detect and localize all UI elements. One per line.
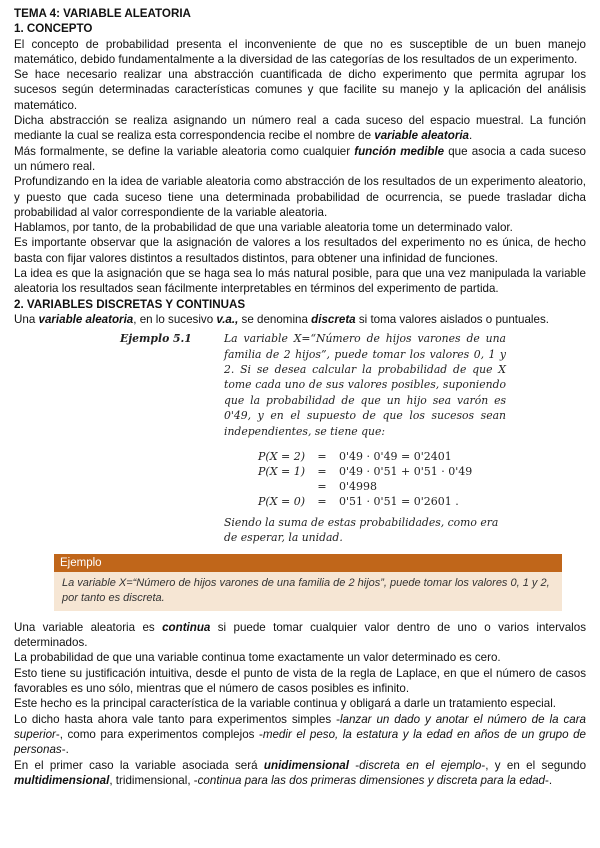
paragraph: El concepto de probabilidad presenta el inconveniente de que no es susceptible de un buen manejo matemático, debido fundamentalmente a la diversidad de las categorías de los resultados de un experimento.	[14, 37, 586, 66]
equation-rhs: 0'4998	[339, 480, 378, 494]
equation-row	[254, 494, 476, 509]
equation-lhs: P(X = 2)	[258, 450, 306, 464]
text-run: -, y en el segundo	[481, 758, 587, 772]
emphasis-term: discreta	[311, 312, 356, 326]
text-run: Una variable aleatoria es	[14, 620, 163, 634]
paragraph	[14, 144, 586, 175]
example-body: La variable X=“Número de hijos varones de una familia de 2 hijos”, puede tomar los valores 0, 1 y 2. Si se desea calcular la probabilidad de que X tome cada uno de sus valores posibles, suponiendo que la probabilidad de que un hijo sea varón es 0'49, y en el supuesto de que los sucesos sean independientes, se tiene que:	[224, 332, 506, 438]
equation-row	[254, 479, 476, 494]
text-run: que asocia a cada suceso un número real.	[14, 144, 586, 173]
equation-sign: =	[317, 450, 327, 464]
equation-rhs: 0'49 · 0'51 + 0'51 · 0'49	[339, 465, 473, 479]
paragraph: Profundizando en la idea de variable aleatoria como abstracción de los resultados de un experimento aleatorio, y puesto que cada suceso tiene una determinada probabilidad de ocurrencia, se puede trasladar dicha probabilidad al valor correspondiente de la variable aleatoria.	[14, 175, 586, 219]
equation-rhs: 0'51 · 0'51 = 0'2601 .	[339, 495, 459, 509]
example-box-title: Ejemplo	[54, 554, 562, 572]
paragraph	[14, 113, 586, 144]
text-run: Más formalmente, se define la variable aleatoria como cualquier	[14, 144, 355, 158]
text-run: si toma valores aislados o puntuales.	[355, 312, 549, 326]
text-run: Una	[14, 312, 39, 326]
text-run: -, como para experimentos complejos -	[55, 727, 263, 741]
emphasis-term: v.a.,	[216, 312, 239, 326]
equation-lhs: P(X = 0)	[258, 495, 306, 509]
equation-lhs: P(X = 1)	[258, 465, 306, 479]
example-5-1	[120, 331, 506, 546]
italic-run: continua para las dos primeras dimensiones y discreta para la edad	[197, 773, 545, 787]
text-run: si puede tomar cualquier valor dentro de uno o varios intervalos determinados.	[14, 620, 586, 650]
text-run: Dicha abstracción se realiza asignando un número real a cada suceso del espacio muestral. La función mediante la cual se realiza esta correspondencia recibe el nombre de	[14, 114, 586, 143]
equation-row	[254, 449, 476, 464]
equation-lhs	[254, 479, 309, 494]
emphasis-term: variable aleatoria	[38, 312, 134, 326]
emphasis-term: función medible	[354, 144, 445, 158]
paragraph: Este hecho es la principal característica de la variable continua y obligará a darle un tratamiento especial.	[14, 697, 556, 711]
paragraph: La idea es que la asignación que se haga sea lo más natural posible, para que una vez manipulada la variable aleatoria los resultados sean fácilmente interpretables en términos del experimento de partida.	[14, 267, 586, 296]
spacer	[14, 611, 586, 620]
equation-rhs: 0'49 · 0'49 = 0'2401	[339, 450, 452, 464]
text-run: Lo dicho hasta ahora vale tanto para experimentos simples -	[14, 712, 340, 726]
italic-run: lanzar un dado y anotar el número de la cara superior	[14, 712, 586, 741]
equation-sign: =	[317, 465, 327, 479]
example-box	[54, 554, 562, 611]
paragraph	[14, 758, 586, 789]
paragraph: Es importante observar que la asignación de valores a los resultados del experimento no es única, de hecho basta con fijar valores distintos a resultados distintos, para obtener una infinidad de funciones.	[14, 236, 586, 265]
text-run: se denomina	[238, 312, 312, 326]
example-box-body: La variable X=“Número de hijos varones de una familia de 2 hijos”, puede tomar los valores 0, 1 y 2, por tanto es discreta.	[54, 572, 562, 611]
document-page	[14, 6, 586, 788]
emphasis-term: multidimensional	[14, 773, 110, 787]
probability-equations	[254, 449, 506, 509]
example-conclusion: Siendo la suma de estas probabilidades, como era de esperar, la unidad.	[224, 516, 499, 545]
paragraph	[14, 712, 586, 758]
text-run: , en lo sucesivo	[133, 312, 217, 326]
text-run: En el primer caso la variable asociada será	[14, 758, 264, 772]
text-run: -.	[545, 773, 553, 787]
text-run: , tridimensional, -	[109, 773, 198, 787]
equation-sign: =	[317, 495, 327, 509]
equation-sign: =	[317, 480, 327, 494]
text-run: -.	[61, 743, 69, 757]
paragraph: Se hace necesario realizar una abstracción cuantificada de dicho experimento que permita agrupar los sucesos según determinadas características comunes y que facilite su manejo y la aplicación del análisis matemático.	[14, 68, 586, 112]
equation-row	[254, 464, 476, 479]
section-heading-variables: 2. VARIABLES DISCRETAS Y CONTINUAS	[14, 297, 246, 311]
paragraph	[14, 620, 586, 651]
text-run: -	[348, 758, 360, 772]
paragraph	[14, 312, 586, 327]
text-run: .	[469, 129, 473, 143]
paragraph: Hablamos, por tanto, de la probabilidad de que una variable aleatoria tome un determinado valor.	[14, 221, 513, 235]
italic-run: medir el peso, la estatura y la edad en años de un grupo de personas	[14, 727, 586, 757]
page-title: TEMA 4: VARIABLE ALEATORIA	[14, 7, 191, 20]
section-heading-concepto: 1. CONCEPTO	[14, 22, 93, 36]
italic-run: discreta en el ejemplo	[359, 758, 482, 772]
emphasis-term: continua	[162, 620, 211, 634]
example-label: Ejemplo 5.1	[120, 332, 192, 346]
paragraph: La probabilidad de que una variable continua tome exactamente un valor determinado es cero.	[14, 651, 501, 665]
emphasis-term: variable aleatoria	[374, 129, 470, 143]
emphasis-term: unidimensional	[263, 758, 349, 772]
paragraph: Esto tiene su justificación intuitiva, desde el punto de vista de la regla de Laplace, en que el número de casos favorables es uno sólo, mientras que el número de casos posibles es infinito.	[14, 666, 586, 696]
